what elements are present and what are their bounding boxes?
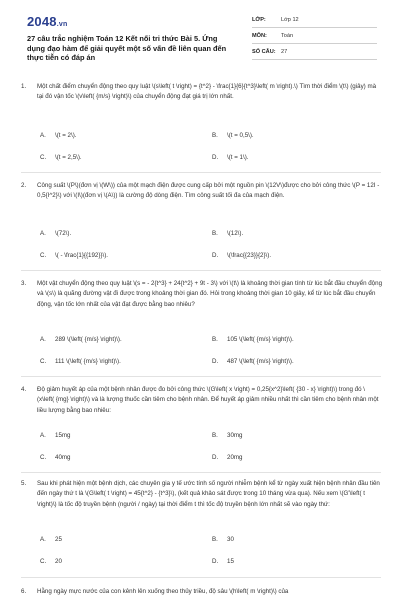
question-number: 4.: [21, 386, 27, 393]
logo-suffix: .vn: [56, 21, 68, 28]
meta-key: MÔN:: [252, 32, 267, 39]
option-text: \(\frac{{23}}{2}\).: [227, 252, 272, 259]
question-number: 3.: [21, 280, 27, 287]
option-text: 30mg: [227, 432, 243, 439]
option-a[interactable]: [40, 432, 70, 439]
option-text: 30: [227, 536, 234, 543]
option-label: D.: [212, 252, 219, 259]
option-text: \(t = 0,5\).: [227, 132, 254, 139]
option-label: B.: [212, 230, 218, 237]
question-number: 1.: [21, 83, 27, 90]
question-text: Độ giảm huyết áp của một bệnh nhân được đo bởi công thức \(G\left( x \right) = 0,25{x^2}\left( {30 - x} \right)\) trong đó \(x\left( {mg} \right)\) và là lượng thuốc cần tiêm cho bệnh nhân. Để huyết áp giảm nhiều nhất thì cần tiêm cho bệnh nhân một liều lượng bằng bao nhiêu:: [37, 386, 379, 414]
option-d[interactable]: [212, 558, 234, 565]
option-b[interactable]: [212, 432, 242, 439]
option-c[interactable]: [40, 358, 121, 365]
page-header: [0, 0, 400, 78]
option-b[interactable]: [212, 230, 243, 237]
option-text: 20: [55, 558, 62, 565]
option-label: B.: [212, 132, 218, 139]
option-c[interactable]: [40, 154, 82, 161]
option-a[interactable]: [40, 230, 71, 237]
question-number: 2.: [21, 182, 27, 189]
option-label: B.: [212, 336, 218, 343]
option-text: 105 \(\left( {m/s} \right)\).: [227, 336, 294, 343]
meta-question-count: [252, 44, 377, 60]
logo-text: 2048: [27, 14, 57, 29]
option-text: 40mg: [55, 454, 71, 461]
option-text: \(72\).: [55, 230, 72, 237]
option-text: 289 \(\left( {m/s} \right)\).: [55, 336, 122, 343]
option-c[interactable]: [40, 558, 62, 565]
divider: [21, 376, 381, 377]
option-label: D.: [212, 558, 219, 565]
option-text: \(t = 1\).: [227, 154, 249, 161]
document-title: 27 câu trắc nghiệm Toán 12 Kết nối tri thức Bài 5. Ứng dụng đạo hàm để giải quyết một số vấn đề liên quan đến thực tiễn có đáp án: [27, 34, 227, 63]
question-number: 6.: [21, 588, 27, 595]
option-c[interactable]: [40, 252, 108, 259]
option-text: 487 \(\left( {m/s} \right)\).: [227, 358, 294, 365]
option-b[interactable]: [212, 132, 254, 139]
option-label: C.: [40, 252, 47, 259]
meta-subject: [252, 28, 377, 44]
option-a[interactable]: [40, 536, 62, 543]
meta-key: LỚP:: [252, 16, 266, 23]
option-text: \(t = 2\).: [55, 132, 77, 139]
option-label: D.: [212, 358, 219, 365]
question-text: Một vật chuyển động theo quy luật \(s = - 2{t^3} + 24{t^2} + 9t - 3\) với \(t\) là khoảng thời gian tính từ lúc bắt đầu chuyển động và \(s\) là quãng đường vật đi được trong khoảng thời gian đó. Hỏi trong khoảng thời gian 10 giây, kể từ lúc bắt đầu chuyển động, vận tốc lớn nhất của vật đạt được bằng bao nhiêu?: [37, 280, 383, 308]
option-d[interactable]: [212, 358, 294, 365]
option-label: D.: [212, 154, 219, 161]
option-d[interactable]: [212, 454, 242, 461]
option-label: D.: [212, 454, 219, 461]
option-text: 25: [55, 536, 62, 543]
document-meta: [252, 12, 377, 60]
option-label: C.: [40, 358, 47, 365]
option-c[interactable]: [40, 454, 70, 461]
option-b[interactable]: [212, 336, 294, 343]
meta-key: SỐ CÂU:: [252, 48, 276, 55]
option-label: B.: [212, 536, 218, 543]
option-label: C.: [40, 454, 47, 461]
question-text: Một chất điểm chuyển động theo quy luật \(s\left( t \right) = {t^2} - \frac{1}{6}{t^3}\left( m \right).\) Tìm thời điểm \(t\) (giây) mà tại đó vận tốc \(v\left( {m/s} \right)\) của chuyển động đạt giá trị lớn nhất.: [37, 83, 377, 101]
question-text: Công suất \(P\)(đơn vị \(W\)) của một mạch điện được cung cấp bởi một nguồn pin \(12V\)được cho bởi công thức \(P = 12I - 0,5{I^2}\) với \(I\)(đơn vị \(A\)) là cường độ dòng điện. Tìm công suất tối đa của mạch điện.: [37, 182, 380, 200]
option-b[interactable]: [212, 536, 234, 543]
divider: [21, 577, 381, 578]
option-label: C.: [40, 154, 47, 161]
option-label: B.: [212, 432, 218, 439]
option-text: \(t = 2,5\).: [55, 154, 82, 161]
option-text: 20mg: [227, 454, 243, 461]
option-a[interactable]: [40, 336, 122, 343]
meta-value: Lớp 12: [281, 16, 299, 23]
question-text: Sau khi phát hiện một bệnh dịch, các chuyên gia y tế ước tính số người nhiễm bệnh kể từ ngày xuất hiện bệnh nhân đầu tiên đến ngày thứ t là \(G\left( t \right) = 45{t^2} - {t^3}\), (kết quả khảo sát được trong 10 tháng vừa qua). Nếu xem \(G'\left( t \right)\) là tốc độ truyền bệnh (người / ngày) tại thời điểm t thì tốc độ truyền bệnh lớn nhất sẽ vào ngày thứ:: [37, 480, 380, 508]
meta-value: 27: [281, 48, 288, 55]
option-label: A.: [40, 432, 46, 439]
divider: [21, 472, 381, 473]
option-text: \( - \frac{1}{{192}}\).: [55, 252, 108, 259]
option-d[interactable]: [212, 154, 249, 161]
question-text: Hằng ngày mực nước của con kênh lên xuống theo thủy triều, độ sâu \(h\left( m \right)\) của: [37, 588, 289, 595]
meta-grade: [252, 12, 377, 28]
question-number: 5.: [21, 480, 27, 487]
option-text: 111 \(\left( {m/s} \right)\).: [55, 358, 121, 365]
option-text: 15: [227, 558, 234, 565]
divider: [21, 270, 381, 271]
option-label: A.: [40, 536, 46, 543]
option-label: A.: [40, 336, 46, 343]
divider: [21, 172, 381, 173]
site-logo[interactable]: [27, 14, 67, 29]
option-label: A.: [40, 230, 46, 237]
option-text: \(12\).: [227, 230, 244, 237]
option-text: 15mg: [55, 432, 71, 439]
option-label: C.: [40, 558, 47, 565]
option-a[interactable]: [40, 132, 77, 139]
option-label: A.: [40, 132, 46, 139]
option-d[interactable]: [212, 252, 271, 259]
meta-value: Toán: [281, 32, 294, 39]
